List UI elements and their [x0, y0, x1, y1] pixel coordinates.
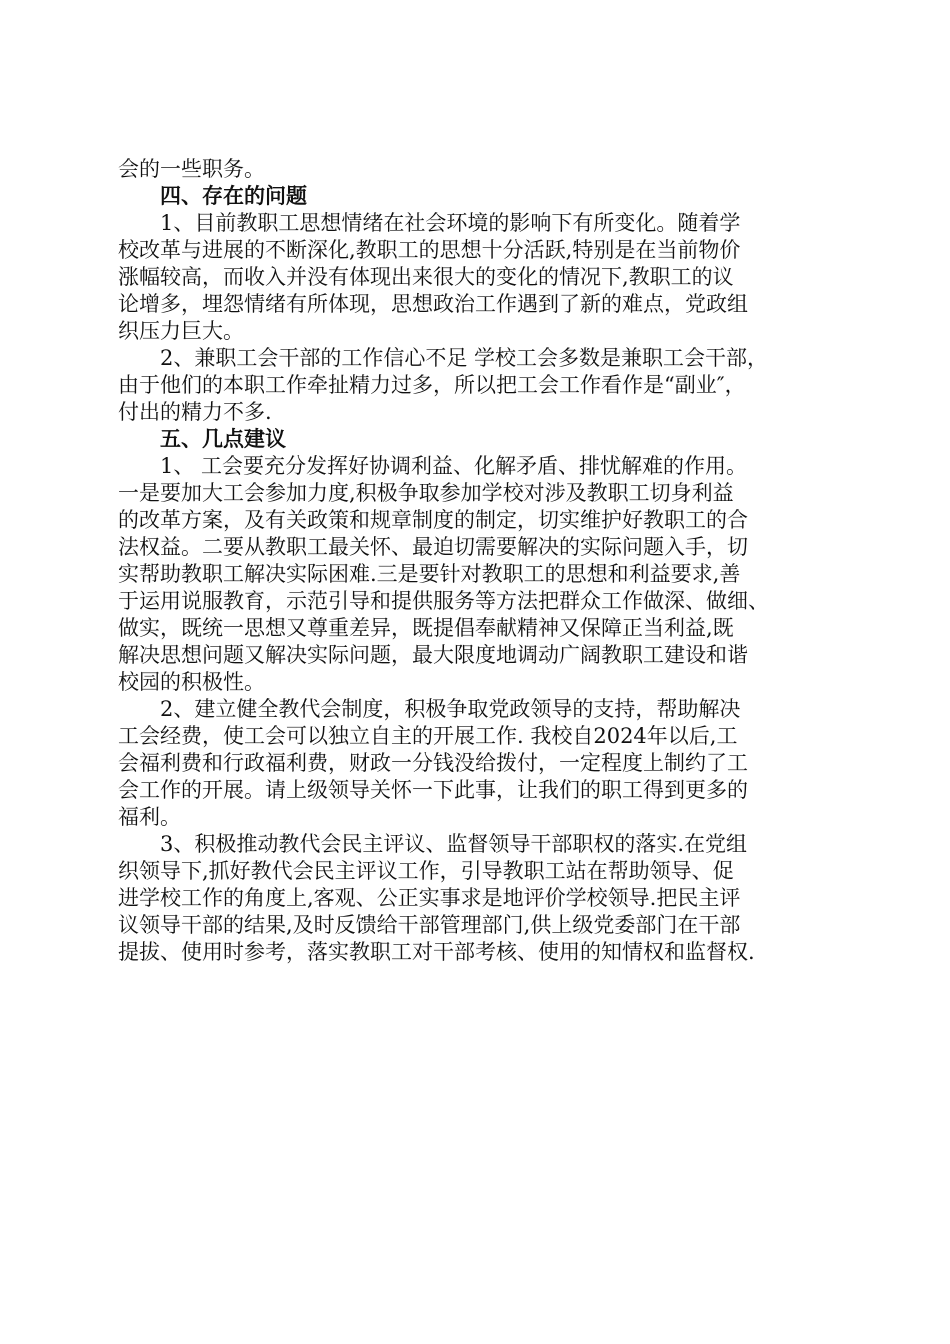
paragraph-line: 工会经费，使工会可以独立自主的开展工作. 我校自2024年以后,工: [118, 724, 738, 748]
paragraph-line: 提拔、使用时参考，落实教职工对干部考核、使用的知情权和监督权.: [118, 940, 755, 964]
paragraph-line: 2、兼职工会干部的工作信心不足 学校工会多数是兼职工会干部，: [160, 346, 769, 370]
paragraph-line: 于运用说服教育，示范引导和提供服务等方法把群众工作做深、做细、: [118, 589, 769, 613]
paragraph-line: 一是要加大工会参加力度,积极争取参加学校对涉及教职工切身利益: [118, 481, 734, 505]
paragraph-line: 3、积极推动教代会民主评议、监督领导干部职权的落实.在党组: [160, 832, 748, 856]
paragraph-line: 会福利费和行政福利费，财政一分钱没给拨付，一定程度上制约了工: [118, 751, 748, 775]
paragraph-line: 实帮助教职工解决实际困难.三是要针对教职工的思想和利益要求,善: [118, 562, 741, 586]
paragraph-line: 校改革与进展的不断深化,教职工的思想十分活跃,特别是在当前物价: [118, 238, 741, 262]
section-heading-suggestions: 五、几点建议: [160, 427, 286, 451]
paragraph-line: 福利。: [118, 805, 181, 829]
paragraph-line: 1、目前教职工思想情绪在社会环境的影响下有所变化。随着学: [160, 211, 741, 235]
paragraph-line: 做实，既统一思想又尊重差异，既提倡奉献精神又保障正当利益,既: [118, 616, 734, 640]
paragraph-line: 议领导干部的结果,及时反馈给干部管理部门,供上级党委部门在干部: [118, 913, 741, 937]
paragraph-line: 2、建立健全教代会制度，积极争取党政领导的支持，帮助解决: [160, 697, 741, 721]
paragraph-line: 进学校工作的角度上,客观、公正实事求是地评价学校领导.把民主评: [118, 886, 741, 910]
paragraph-line: 由于他们的本职工作牵扯精力过多，所以把工会工作看作是“副业″，: [118, 373, 746, 397]
text-line-continuation: 会的一些职务。: [118, 157, 265, 181]
paragraph-line: 1、 工会要充分发挥好协调利益、化解矛盾、排忧解难的作用。: [160, 454, 748, 478]
paragraph-line: 论增多，埋怨情绪有所体现，思想政治工作遇到了新的难点，党政组: [118, 292, 748, 316]
paragraph-line: 织压力巨大。: [118, 319, 244, 343]
paragraph-line: 的改革方案，及有关政策和规章制度的制定，切实维护好教职工的合: [118, 508, 748, 532]
paragraph-line: 会工作的开展。请上级领导关怀一下此事，让我们的职工得到更多的: [118, 778, 748, 802]
paragraph-line: 付出的精力不多.: [118, 400, 272, 424]
paragraph-line: 校园的积极性。: [118, 670, 265, 694]
document-page: [118, 156, 854, 966]
paragraph-line: 法权益。二要从教职工最关怀、最迫切需要解决的实际问题入手，切: [118, 535, 748, 559]
paragraph-line: 涨幅较高，而收入并没有体现出来很大的变化的情况下,教职工的议: [118, 265, 734, 289]
paragraph-line: 解决思想问题又解决实际问题，最大限度地调动广阔教职工建设和谐: [118, 643, 748, 667]
paragraph-line: 织领导下,抓好教代会民主评议工作，引导教职工站在帮助领导、促: [118, 859, 734, 883]
section-heading-problems: 四、存在的问题: [160, 184, 307, 208]
